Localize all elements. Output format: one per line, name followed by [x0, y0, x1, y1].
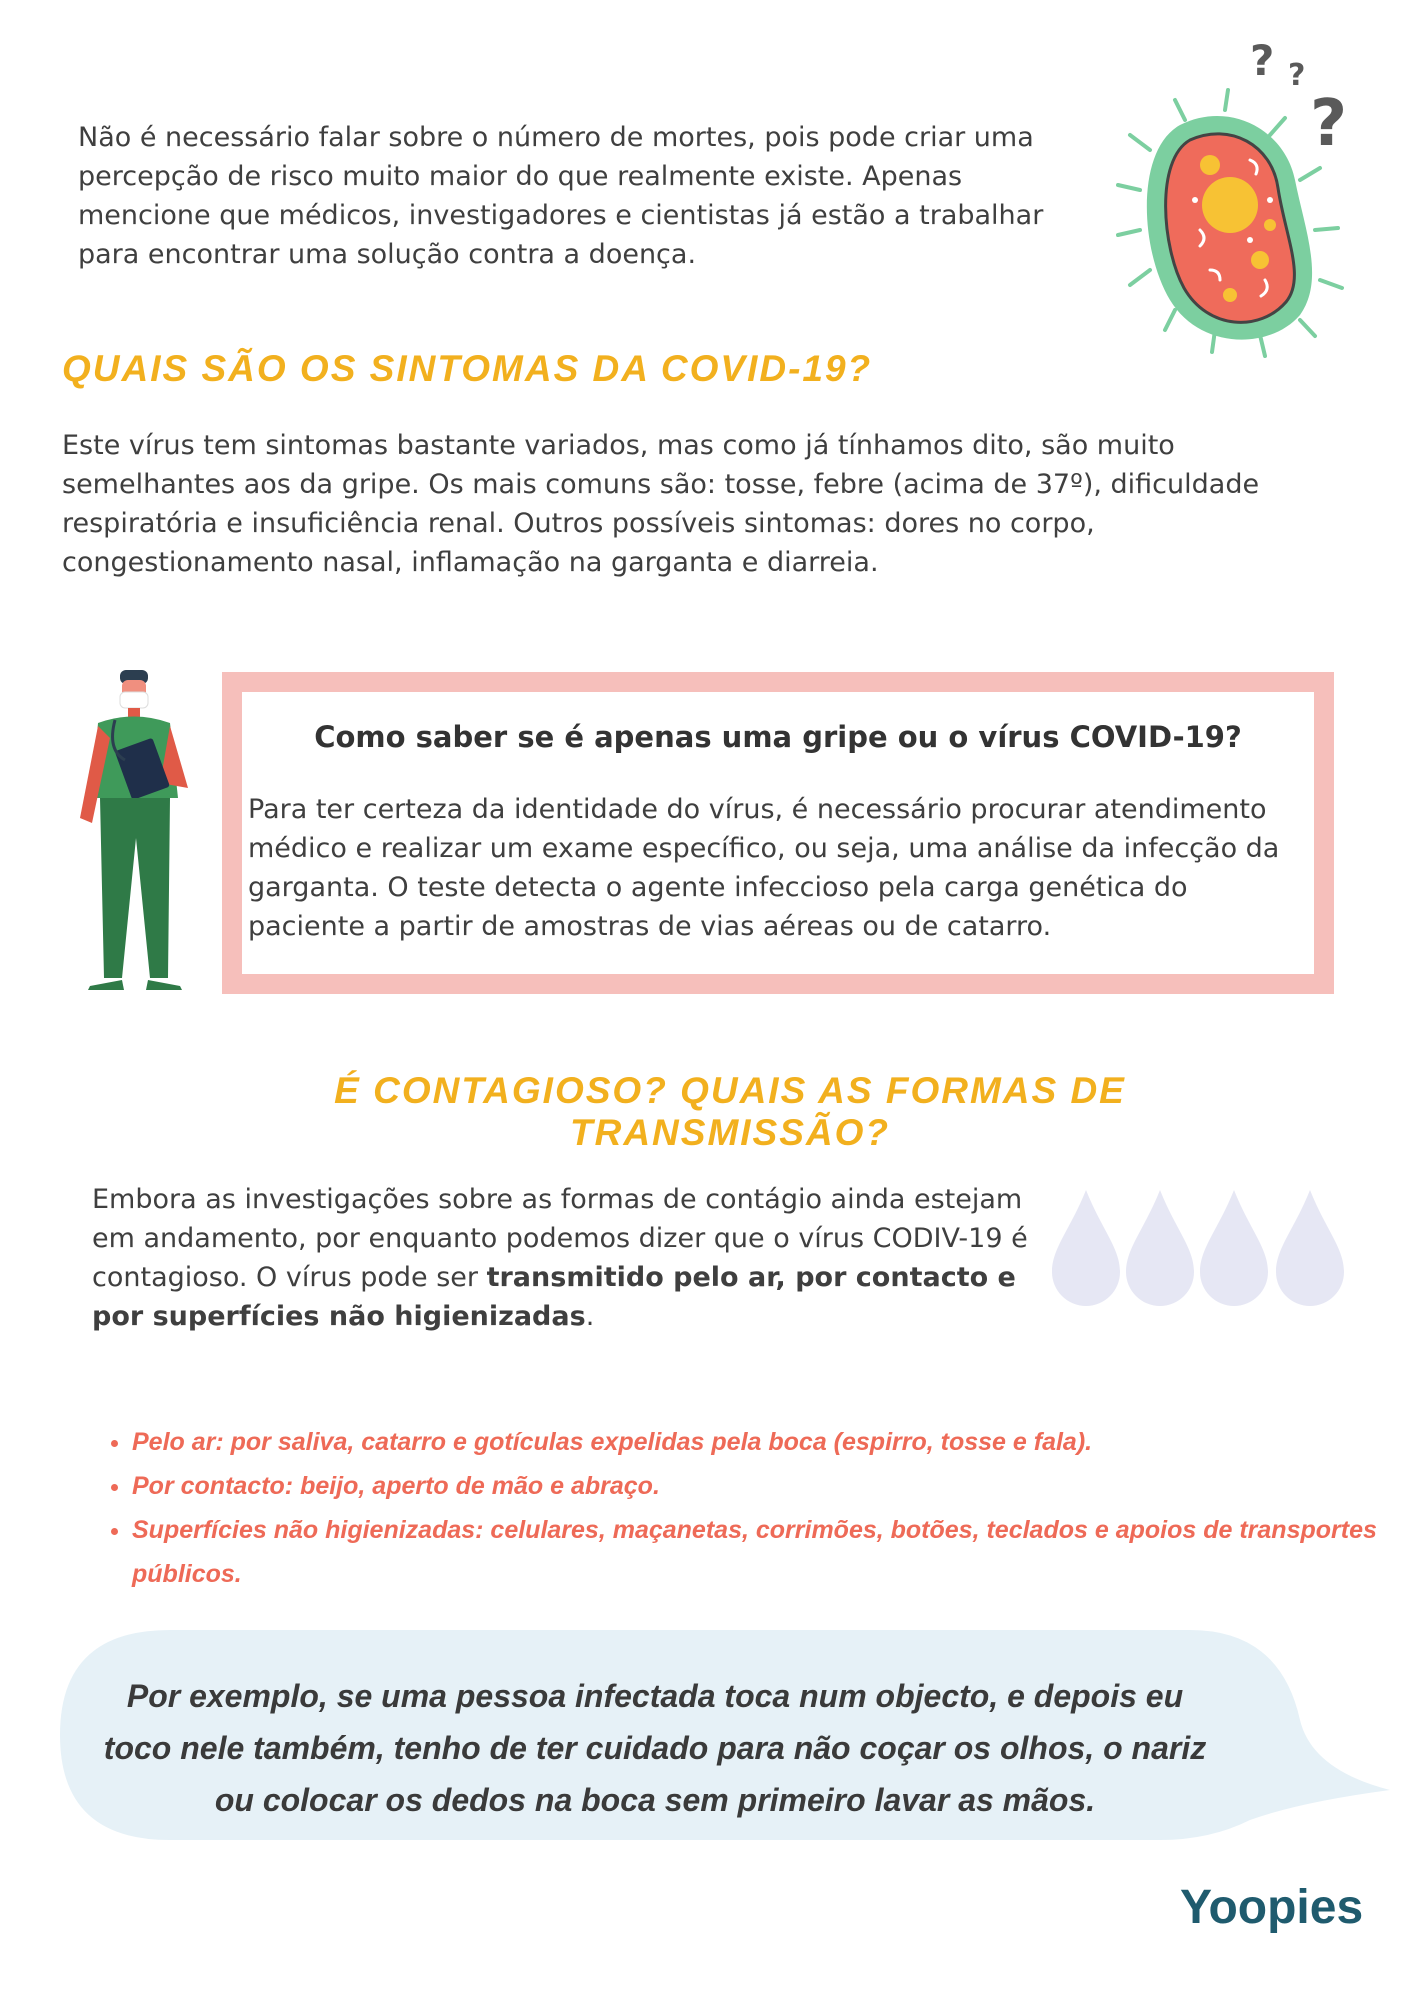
contagion-text-start: Embora as investigações sobre as formas de contágio ainda estejam em andamento, por enquanto podemos dizer que o vírus CODIV-19 é contagioso. O vírus pode ser — [92, 1184, 1028, 1293]
info-box-title: Como saber se é apenas uma gripe ou o vírus COVID-19? — [314, 720, 1242, 754]
water-drops-decoration — [1052, 1190, 1352, 1310]
water-drop-icon — [1276, 1190, 1344, 1306]
symptoms-paragraph: Este vírus tem sintomas bastante variados, mas como já tínhamos dito, são muito semelhantes aos da gripe. Os mais comuns são: tosse, febre (acima de 37º), dificuldade respiratória e insuficiência renal. Outros possíveis sintomas: dores no corpo, congestionamento nasal, inflamação na garganta e diarreia. — [62, 430, 1260, 578]
contagion-text-bold: transmitido pelo ar, por contacto e por superfícies não higienizadas — [92, 1262, 1016, 1332]
transmission-list — [92, 1420, 1392, 1596]
contagion-text-end: . — [585, 1301, 595, 1332]
list-item: • Por contacto: beijo, aperto de mão e abraço. — [132, 1464, 1392, 1508]
contagion-heading: É CONTAGIOSO? QUAIS AS FORMAS DE TRANSMISSÃO? — [334, 1070, 1126, 1153]
water-drop-icon — [1126, 1190, 1194, 1306]
yoopies-logo: Yoopies — [1180, 1881, 1364, 1934]
contagion-paragraph — [92, 1180, 1042, 1336]
symptoms-heading: QUAIS SÃO OS SINTOMAS DA COVID-19? — [62, 348, 873, 389]
list-item: • Superfícies não higienizadas: celulares, maçanetas, corrimões, botões, teclados e apoios de transportes públicos. — [132, 1508, 1392, 1596]
doctor-illustration — [70, 668, 200, 1008]
water-drop-icon — [1052, 1190, 1120, 1306]
svg-text:?: ? — [1250, 36, 1275, 85]
svg-text:?: ? — [1310, 87, 1348, 161]
virus-illustration — [1110, 30, 1360, 380]
list-item: • Pelo ar: por saliva, catarro e gotículas expelidas pela boca (espirro, tosse e fala). — [132, 1420, 1392, 1464]
water-drop-icon — [1200, 1190, 1268, 1306]
intro-paragraph: Não é necessário falar sobre o número de mortes, pois pode criar uma percepção de risco muito maior do que realmente existe. Apenas mencione que médicos, investigadores e cientistas já estão a trabalhar para encontrar uma solução contra a doença. — [78, 122, 1044, 270]
info-box-paragraph: Para ter certeza da identidade do vírus, é necessário procurar atendimento médico e realizar um exame específico, ou seja, uma análise da infecção da garganta. O teste detecta o agente infeccioso pela carga genética do paciente a partir de amostras de vias aéreas ou de catarro. — [248, 794, 1280, 942]
bubble-text: Por exemplo, se uma pessoa infectada toca num objecto, e depois eu toco nele também, tenho de ter cuidado para não coçar os olhos, o nariz ou colocar os dedos na boca sem primeiro lavar as mãos. — [103, 1678, 1207, 1818]
svg-text:?: ? — [1288, 58, 1306, 93]
